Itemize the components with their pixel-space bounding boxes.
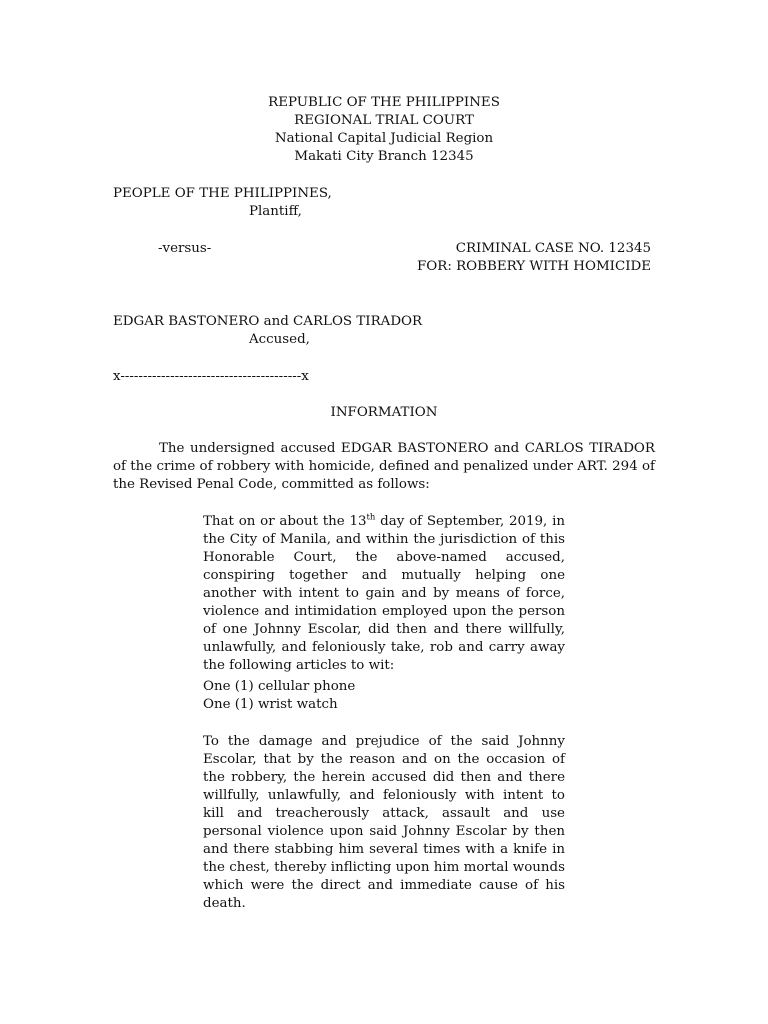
intro-paragraph: The undersigned accused EDGAR BASTONERO and CARLOS TIRADOR of the crime of robbery with homicide, defined and penalized under ART. 294 of the Revised Penal Code, committed as follows: <box>113 441 655 492</box>
allegation-after-day: day of September, 2019, in the City of Manila, and within the jurisdiction of this Honorable Court, the above-named accused, conspiring together and mutually helping one another with intent to gain and by means of force, violence and intimidation employed upon the person of one Johnny Escolar, did then and there willfully, unlawfully, and feloniously take, rob and carry away the following articles to wit: <box>203 514 565 673</box>
document-title: INFORMATION <box>330 405 438 420</box>
caption-republic: REPUBLIC OF THE PHILIPPINES <box>268 95 500 110</box>
plaintiff-name: PEOPLE OF THE PHILIPPINES, <box>113 186 332 201</box>
accused-names: EDGAR BASTONERO and CARLOS TIRADOR <box>113 314 423 329</box>
caption-court: REGIONAL TRIAL COURT <box>294 113 474 128</box>
damage-paragraph: To the damage and prejudice of the said Johnny Escolar, that by the reason and on the occasion of the robbery, the herein accused did then and there willfully, unlawfully, and feloniously with intent to kill and treacherously attack, assault and use personal violence upon said Johnny Escolar by then and there stabbing him several times with a knife in the chest, thereby inflicting upon him mortal wounds which were the direct and immediate cause of his death. <box>203 734 565 911</box>
intro-paragraph-block <box>113 440 655 494</box>
caption-region: National Capital Judicial Region <box>274 131 494 146</box>
allegation-paragraph <box>203 513 565 675</box>
case-number: CRIMINAL CASE NO. 12345 <box>455 241 651 256</box>
damage-block <box>203 733 565 913</box>
article-item: One (1) wrist watch <box>203 697 338 712</box>
accused-role: Accused, <box>249 332 310 347</box>
article-item: One (1) cellular phone <box>203 679 356 694</box>
allegation-block <box>203 513 565 675</box>
allegation-before-day: That on or about the 13 <box>203 514 367 529</box>
case-offense: FOR: ROBBERY WITH HOMICIDE <box>416 259 651 274</box>
caption-branch: Makati City Branch 12345 <box>294 149 474 164</box>
caption-separator: x----------------------------------------x <box>113 369 309 384</box>
day-ordinal-suffix: th <box>366 512 376 523</box>
versus-label: -versus- <box>158 241 212 256</box>
plaintiff-role: Plantiff, <box>249 204 302 219</box>
